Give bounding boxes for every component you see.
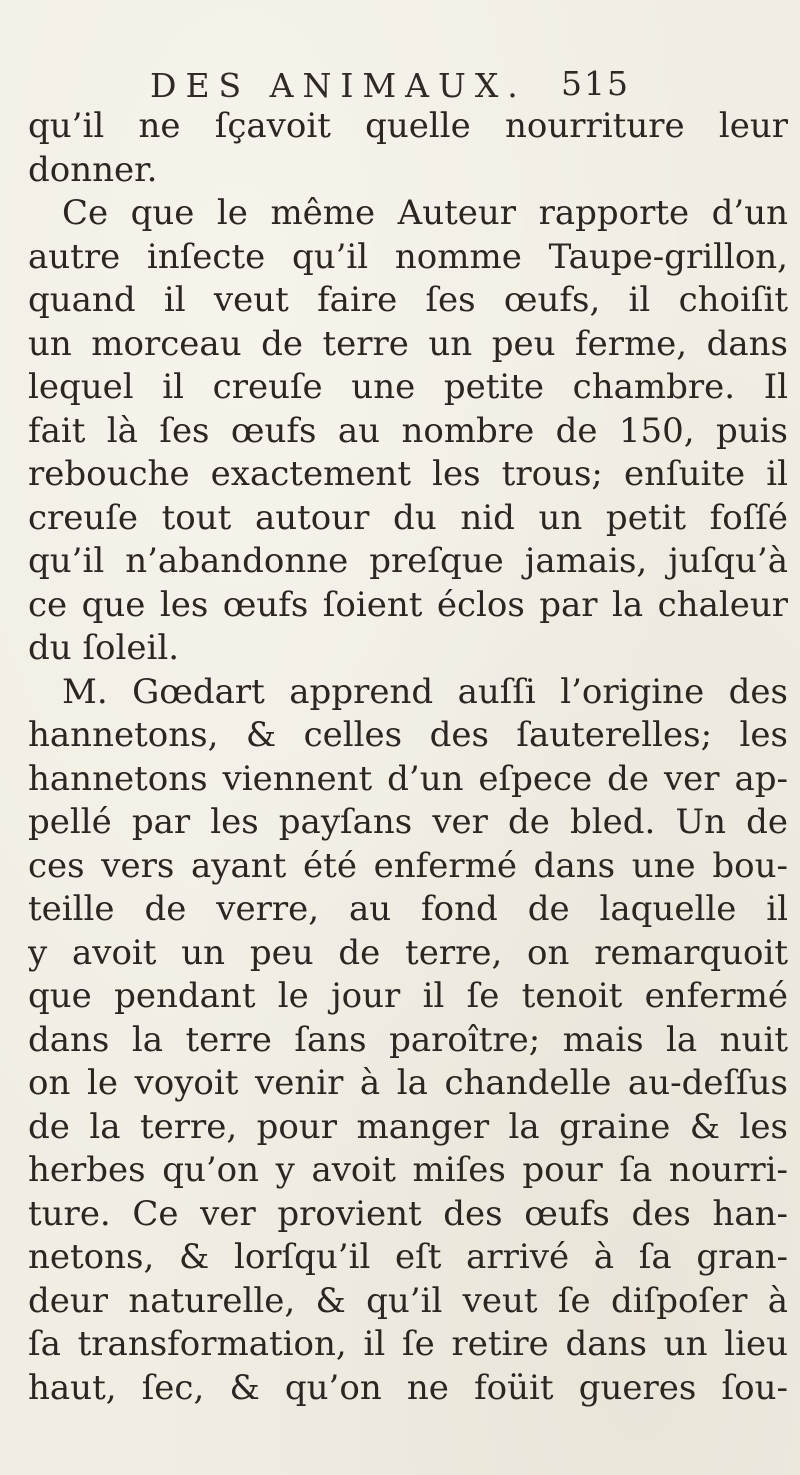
text-line: on le voyoit venir à la chandelle au-deſſus (28, 1063, 788, 1103)
text-line: autre inſecte qu’il nomme Taupe-grillon, (28, 236, 788, 277)
text-line: qu’il ne ſçavoit quelle nourriture leur (28, 106, 788, 146)
text-line: rebouche exactement les trous; enſuite il (28, 454, 788, 494)
text-line: pellé par les payſans ver de bled. Un de (28, 802, 788, 842)
text-line: ture. Ce ver provient des œufs des han- (28, 1193, 788, 1234)
text-line: y avoit un peu de terre, on remarquoit (28, 932, 788, 973)
text-line: fait là ſes œufs au nombre de 150, puis (28, 410, 788, 451)
text-line: netons, & lorſqu’il eſt arrivé à ſa gran- (28, 1237, 788, 1277)
text-line: un morceau de terre un peu ferme, dans (28, 323, 788, 364)
text-line: ce que les œufs ſoient éclos par la chaleur (28, 584, 788, 625)
text-line: du ſoleil. (28, 628, 180, 668)
text-line: hannetons, & celles des ſauterelles; les (28, 715, 788, 755)
text-line: ſa transformation, il ſe retire dans un lieu (28, 1324, 788, 1364)
body-text (28, 105, 788, 1410)
text-line: creuſe tout autour du nid un petit foſſé (28, 497, 788, 538)
text-line: de la terre, pour manger la graine & les (28, 1106, 788, 1147)
text-line: deur naturelle, & qu’il veut ſe diſpoſer à (28, 1280, 788, 1321)
running-title: DES ANIMAUX. (150, 66, 527, 105)
paragraph-start-line: Ce que le même Auteur rapporte d’un (62, 193, 788, 233)
text-line: haut, ſec, & qu’on ne foüit gueres ſou- (28, 1367, 788, 1408)
text-line: lequel il creuſe une petite chambre. Il (28, 367, 788, 407)
text-line: dans la terre ſans paroître; mais la nuit (28, 1019, 788, 1060)
text-line: ces vers ayant été enfermé dans une bou- (28, 845, 788, 886)
text-line: que pendant le jour il ſe tenoit enfermé (28, 976, 788, 1016)
text-line: hannetons viennent d’un eſpece de ver ap- (28, 758, 788, 799)
paragraph-start-line: M. Gœdart apprend auſſi l’origine des (62, 671, 788, 712)
text-line: quand il veut faire ſes œufs, il choiſit (28, 280, 788, 320)
text-line: herbes qu’on y avoit miſes pour ſa nourri- (28, 1150, 788, 1190)
text-line: qu’il n’abandonne preſque jamais, juſqu’à (28, 541, 788, 581)
running-head (150, 60, 630, 110)
text-line: teille de verre, au fond de laquelle il (28, 889, 788, 929)
text-line: donner. (28, 149, 158, 190)
page-number: 515 (561, 64, 630, 103)
